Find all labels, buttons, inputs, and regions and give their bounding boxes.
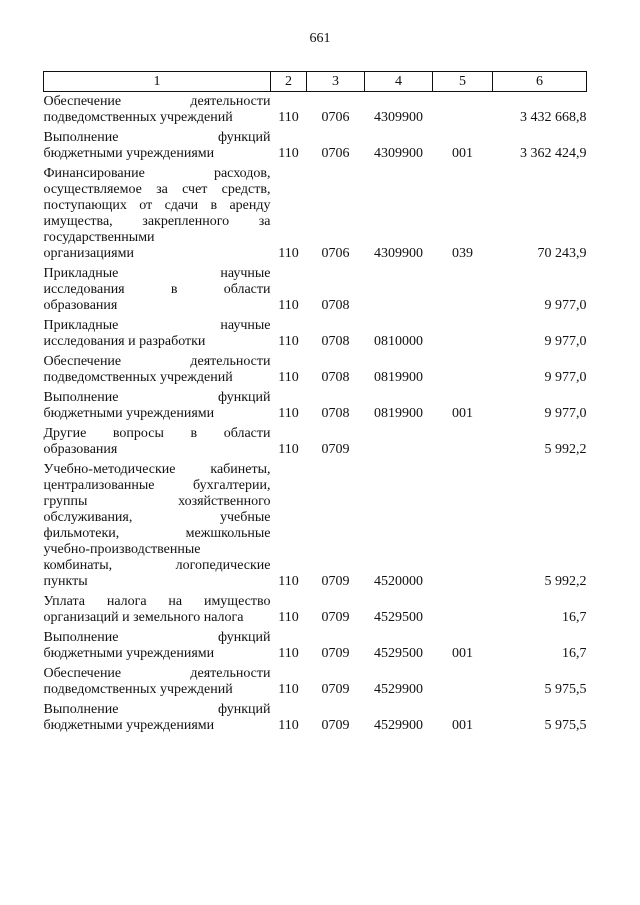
row-description (44, 700, 271, 736)
code-admin: 110 (278, 574, 299, 589)
row-description (44, 128, 271, 164)
description-line: организаций и земельного налога (43, 610, 244, 625)
row-description (44, 352, 271, 388)
code-section: 0709 (321, 718, 350, 733)
code-section: 0709 (321, 610, 350, 625)
description-line: комбинаты, логопедические (43, 558, 271, 573)
description-line: образования (43, 298, 118, 313)
code-target: 4309900 (374, 146, 423, 161)
description-line: Другие вопросы в области (43, 426, 271, 441)
description-line: Уплата налога на имущество (43, 594, 271, 609)
header-col-5: 5 (433, 72, 493, 92)
description-line: Учебно-методические кабинеты, (43, 462, 271, 477)
amount: 9 977,0 (544, 406, 587, 421)
header-col-2: 2 (271, 72, 307, 92)
description-line: пункты (43, 574, 88, 589)
code-target (365, 264, 433, 316)
code-target: 4309900 (374, 246, 423, 261)
code-section: 0708 (321, 334, 350, 349)
row-description (44, 424, 271, 460)
code-expense-type (433, 664, 493, 700)
code-expense-type (433, 592, 493, 628)
code-target: 4529500 (374, 610, 423, 625)
description-line: обслуживания, учебные (43, 510, 271, 525)
table-row (44, 264, 587, 316)
code-admin: 110 (278, 442, 299, 457)
description-line: Выполнение функций (43, 702, 271, 717)
table-row (44, 316, 587, 352)
amount: 70 243,9 (537, 246, 587, 261)
description-line: фильмотеки, межшкольные (43, 526, 271, 541)
code-admin: 110 (278, 146, 299, 161)
code-admin: 110 (278, 646, 299, 661)
description-line: подведомственных учреждений (43, 682, 233, 697)
header-col-4: 4 (365, 72, 433, 92)
description-line: Обеспечение деятельности (43, 94, 271, 109)
code-expense-type: 001 (452, 146, 473, 161)
description-line: Обеспечение деятельности (43, 666, 271, 681)
description-line: бюджетными учреждениями (43, 406, 215, 421)
description-line: организациями (43, 246, 134, 261)
row-description (44, 592, 271, 628)
description-line: имущества, закрепленного за (43, 214, 271, 229)
table-row (44, 628, 587, 664)
code-expense-type (433, 316, 493, 352)
description-line: осуществляемое за счет средств, (43, 182, 271, 197)
header-col-1: 1 (44, 72, 271, 92)
amount: 16,7 (562, 610, 587, 625)
table-row (44, 424, 587, 460)
code-expense-type (433, 460, 493, 592)
code-expense-type (433, 264, 493, 316)
code-target: 4529500 (374, 646, 423, 661)
row-description (44, 664, 271, 700)
description-line: образования (43, 442, 118, 457)
code-admin: 110 (278, 718, 299, 733)
code-admin: 110 (278, 610, 299, 625)
code-expense-type: 039 (452, 246, 473, 261)
table-row (44, 700, 587, 736)
code-admin: 110 (278, 298, 299, 313)
header-col-6: 6 (493, 72, 587, 92)
code-expense-type: 001 (452, 646, 473, 661)
code-section: 0709 (321, 574, 350, 589)
code-section: 0706 (321, 110, 350, 125)
header-col-3: 3 (307, 72, 365, 92)
code-section: 0708 (321, 406, 350, 421)
table-body (44, 92, 587, 737)
code-target (365, 424, 433, 460)
description-line: поступающих от сдачи в аренду (43, 198, 271, 213)
table-row (44, 164, 587, 264)
table-row (44, 664, 587, 700)
code-section: 0706 (321, 146, 350, 161)
code-target: 0819900 (374, 406, 423, 421)
code-expense-type (433, 424, 493, 460)
code-section: 0708 (321, 298, 350, 313)
code-admin: 110 (278, 110, 299, 125)
description-line: Выполнение функций (43, 390, 271, 405)
code-expense-type (433, 92, 493, 129)
description-line: бюджетными учреждениями (43, 146, 215, 161)
description-line: группы хозяйственного (43, 494, 271, 509)
amount: 5 975,5 (544, 682, 587, 697)
description-line: Прикладные научные (43, 266, 271, 281)
description-line: подведомственных учреждений (43, 110, 233, 125)
description-line: Финансирование расходов, (43, 166, 271, 181)
amount: 5 975,5 (544, 718, 587, 733)
table-row (44, 592, 587, 628)
code-admin: 110 (278, 334, 299, 349)
code-target: 4309900 (374, 110, 423, 125)
code-expense-type: 001 (452, 406, 473, 421)
code-section: 0709 (321, 682, 350, 697)
description-line: исследования в области (43, 282, 271, 297)
code-target: 0819900 (374, 370, 423, 385)
code-section: 0708 (321, 370, 350, 385)
description-line: Прикладные научные (43, 318, 271, 333)
code-admin: 110 (278, 370, 299, 385)
code-target: 0810000 (374, 334, 423, 349)
code-admin: 110 (278, 406, 299, 421)
description-line: учебно-производственные (43, 542, 201, 557)
amount: 3 432 668,8 (520, 110, 587, 125)
description-line: бюджетными учреждениями (43, 718, 215, 733)
amount: 9 977,0 (544, 370, 587, 385)
code-section: 0709 (321, 442, 350, 457)
code-section: 0709 (321, 646, 350, 661)
row-description (44, 264, 271, 316)
code-expense-type: 001 (452, 718, 473, 733)
description-line: исследования и разработки (43, 334, 206, 349)
row-description (44, 316, 271, 352)
code-target: 4529900 (374, 682, 423, 697)
row-description (44, 164, 271, 264)
row-description (44, 628, 271, 664)
code-target: 4529900 (374, 718, 423, 733)
code-admin: 110 (278, 246, 299, 261)
code-admin: 110 (278, 682, 299, 697)
description-line: централизованные бухгалтерии, (43, 478, 271, 493)
header-row (44, 72, 587, 92)
table-row (44, 128, 587, 164)
amount: 16,7 (562, 646, 587, 661)
code-expense-type (433, 352, 493, 388)
description-line: Выполнение функций (43, 630, 271, 645)
row-description (44, 388, 271, 424)
code-section: 0706 (321, 246, 350, 261)
amount: 5 992,2 (544, 442, 587, 457)
code-target: 4520000 (374, 574, 423, 589)
description-line: государственными (43, 230, 155, 245)
amount: 5 992,2 (544, 574, 587, 589)
description-line: бюджетными учреждениями (43, 646, 215, 661)
amount: 9 977,0 (544, 334, 587, 349)
table-row (44, 92, 587, 129)
row-description (44, 460, 271, 592)
description-line: Выполнение функций (43, 130, 271, 145)
description-line: подведомственных учреждений (43, 370, 233, 385)
amount: 3 362 424,9 (520, 146, 587, 161)
row-description (44, 92, 271, 129)
description-line: Обеспечение деятельности (43, 354, 271, 369)
budget-table (43, 71, 587, 736)
table-row (44, 388, 587, 424)
amount: 9 977,0 (544, 298, 587, 313)
table-row (44, 352, 587, 388)
table-row (44, 460, 587, 592)
page-number: 661 (309, 31, 331, 46)
